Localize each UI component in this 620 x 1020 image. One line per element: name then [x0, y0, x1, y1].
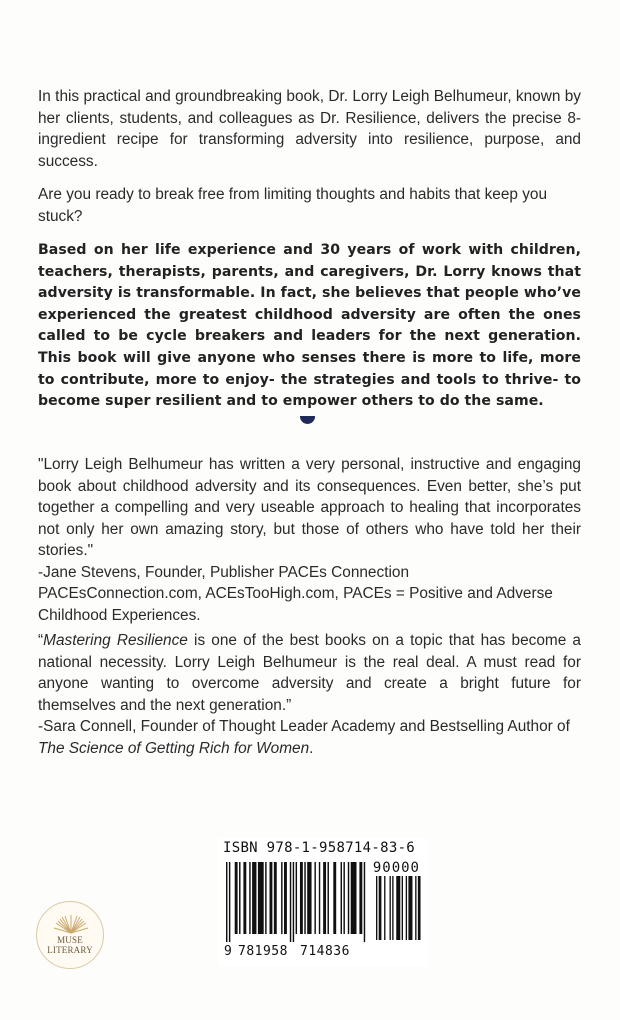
sunburst-icon	[51, 911, 91, 935]
testimonial-book-title: Mastering Resilience	[43, 632, 188, 649]
attribution-text: -Sara Connell, Founder of Thought Leader Academy and Bestselling Author of	[38, 718, 570, 735]
testimonial-quote: "Lorry Leigh Belhumeur has written a very personal, instructive and engaging book about childhood adversity and its consequences. Even better, she’s put together a compelling and very useable approach to healing that incorporates not only her own amazing story, but those of others who have told her their stories."	[38, 456, 581, 559]
ean-barcode-bars	[226, 862, 366, 946]
ean-first-digit: 9	[224, 944, 232, 959]
barcode-bar	[252, 862, 256, 934]
ean-left-group: 781958	[238, 944, 288, 959]
barcode-bar	[229, 862, 230, 942]
barcode-bar	[304, 862, 305, 934]
ean-digits	[224, 944, 358, 959]
barcode-bar	[296, 862, 297, 934]
barcode-bar	[379, 876, 382, 940]
barcode-bar	[376, 876, 377, 940]
barcode-bar	[284, 862, 287, 934]
barcode-bar	[249, 862, 250, 934]
barcode-bar	[258, 862, 264, 934]
barcode-bar	[328, 862, 329, 934]
isbn-label: ISBN 978-1-958714-83-6	[223, 840, 416, 856]
barcode-bar	[351, 862, 357, 934]
blurb-bold-paragraph: Based on her life experience and 30 years of work with children, teachers, therapists, parents, and caregivers, Dr. Lorry knows that adversity is transformable. In fact, she believes that people who’ve experienced the greatest childhood adversity are often the ones called to be cycle breakers and leaders for the next generation. This book will give anyone who senses there is more to life, more to contribute, more to enjoy- the strategies and tools to thrive- to become super resilient and to empower others to do the same.	[38, 242, 581, 410]
publisher-logo	[36, 901, 104, 969]
attribution-book-title: The Science of Getting Rich for Women	[38, 739, 310, 757]
testimonial-attribution: -Jane Stevens, Founder, Publisher PACEs Connection	[38, 563, 410, 581]
section-divider-ornament	[300, 416, 315, 424]
barcode-bar	[243, 862, 246, 934]
blurb-intro: In this practical and groundbreaking book, Dr. Lorry Leigh Belhumeur, known by her clients, students, and colleagues as Dr. Resilience, delivers the precise 8-ingredient recipe for transforming adversity into resilience, purpose, and success.	[38, 88, 581, 170]
barcode-bar	[226, 862, 227, 942]
barcode-bar	[281, 862, 282, 934]
barcode-bar	[364, 862, 365, 942]
barcode-bar	[392, 876, 393, 940]
publisher-name-line1: MUSE	[57, 935, 83, 945]
barcode-bar	[348, 862, 349, 934]
barcode-bar	[307, 862, 311, 934]
publisher-name-line2: LITERARY	[47, 945, 93, 955]
barcode-bar	[300, 862, 303, 934]
barcode-bar	[402, 876, 403, 940]
testimonial-attribution	[38, 716, 581, 759]
barcode-bar	[390, 876, 391, 940]
barcode-bar	[408, 876, 412, 940]
isbn-barcode	[218, 838, 428, 966]
barcode-bar	[341, 862, 342, 934]
addon-barcode-bars	[376, 876, 422, 946]
barcode-bar	[343, 862, 344, 934]
barcode-bar	[384, 876, 385, 940]
barcode-bar	[319, 862, 320, 934]
barcode-bar	[418, 876, 421, 940]
barcode-bar	[293, 862, 294, 942]
blurb-question: Are you ready to break free from limiting thoughts and habits that keep you stuck?	[38, 186, 548, 225]
barcode-bar	[274, 862, 277, 934]
testimonial-2	[38, 630, 581, 759]
barcode-bar	[265, 862, 266, 934]
barcode-bar	[239, 862, 240, 934]
barcode-bar	[235, 862, 238, 934]
barcode-bar	[406, 876, 407, 940]
attribution-end: .	[309, 739, 314, 757]
barcode-bar	[333, 862, 336, 934]
barcode-bar	[415, 876, 416, 940]
ean-right-group: 714836	[300, 944, 350, 959]
testimonial-quote: is one of the best books on a topic that has become a national necessity. Lorry Leigh Belhumeur is the real deal. A must read for anyone wanting to overcome adversity and create a bright future for themselves and the next generation.”	[38, 632, 581, 714]
testimonial-1	[38, 454, 581, 626]
testimonial-attribution-detail: PACEsConnection.com, ACEsTooHigh.com, PACEs = Positive and Adverse Childhood Experiences.	[38, 585, 553, 624]
barcode-bar	[359, 862, 362, 934]
price-code: 90000	[372, 860, 420, 876]
barcode-bar	[323, 862, 326, 934]
barcode-bar	[270, 862, 273, 934]
barcode-bar	[290, 862, 291, 942]
testimonial-open-quote: “	[38, 632, 44, 649]
barcode-bar	[314, 862, 315, 934]
barcode-bar	[396, 876, 400, 940]
